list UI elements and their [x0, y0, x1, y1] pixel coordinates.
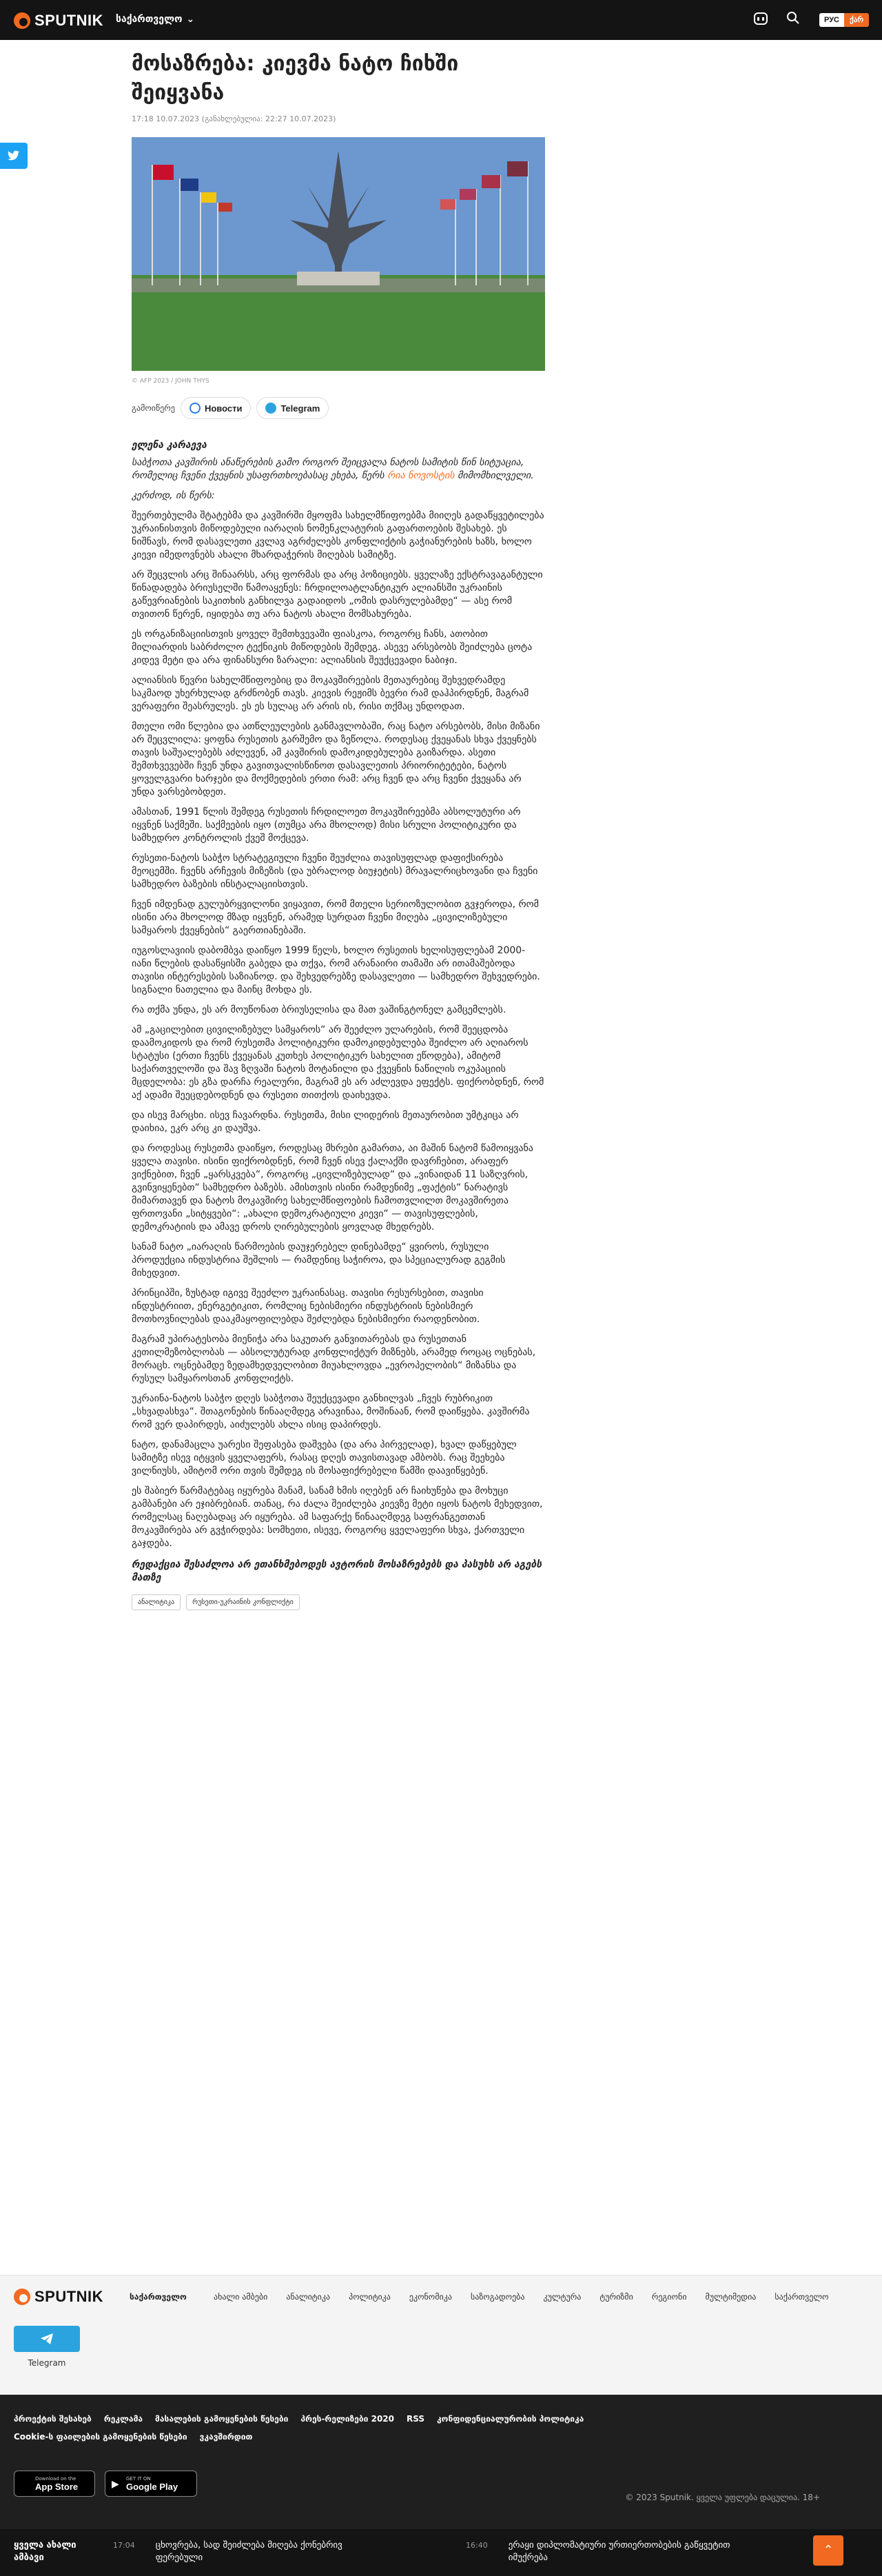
- article-paragraph: რა თქმა უნდა, ეს არ მოუწონათ ბრიუსელისა და მათ ვაშინგტონელ გამცემლებს.: [132, 1004, 506, 1015]
- footer-nav-link[interactable]: პოლიტიკა: [349, 2292, 391, 2302]
- photo-credit: © AFP 2023 / JOHN THYS: [132, 378, 209, 385]
- subscribe-label: გამოიწერე: [132, 403, 175, 413]
- chevron-down-icon: ⌄: [186, 14, 195, 25]
- footer-nav-link[interactable]: ეკონომიკა: [409, 2292, 452, 2302]
- top-navigation-bar: [0, 0, 882, 40]
- app-store-label: App Store: [35, 2481, 79, 2492]
- article-paragraph: და ისევ მარცხი. ისევ ჩავარდნა. რუსეთმა, მისი ლიდერის მეთაურობით უმტკიცა არ დაიხია, ეკრ არც კი დაუშვა.: [132, 1110, 519, 1134]
- ticker-time: 16:40: [466, 2541, 488, 2550]
- ticker-item[interactable]: [113, 2539, 390, 2564]
- google-play-label: Google Play: [126, 2481, 178, 2492]
- article-paragraph: ჩვენ იმდენად გულუბრყვილონი ვიყავით, რომ მთელი სერიოზულობით გვჯეროდა, რომ ისინი არა მხოლოდ მზად იყვნენ, არამედ სურდათ ჩვენი მიღება „ცივილიზებული სამყაროს ქვეყნების“ გაერთიანებაში.: [132, 899, 539, 936]
- subscribe-row: [132, 397, 545, 419]
- subscribe-novosti-button[interactable]: [181, 397, 252, 419]
- footer-logo-text: SPUTNIK: [34, 2288, 104, 2305]
- footer-nav-link[interactable]: ანალიტიკა: [286, 2292, 331, 2302]
- lead-link[interactable]: რია ნოვოსტის: [387, 470, 455, 481]
- novosti-icon: [189, 403, 201, 414]
- footer-nav-link[interactable]: მულტიმედია: [705, 2292, 757, 2302]
- footer-logo[interactable]: [14, 2288, 103, 2306]
- ticker-item[interactable]: [466, 2539, 743, 2564]
- footer-link[interactable]: RSS: [407, 2414, 424, 2424]
- article-paragraph: მთელი ომი წლებია და ათწლეულების განმავლობაში, რაც ნატო არსებობს, მისი მიზანი არ შეცვლილა: ყოფნა რუსეთის გარშემო და ზეწოლა. როდესაც ქვეყანას სხვა ქვეყნებს თავის საშუალებებს აძლევენ, ამ კავშირის დამოკიდებულება გაიზარდა. ასეთი შემთხვევებში ჩვენ უნდა გავითვალისწინოთ დასავლეთის პრიორიტეტები, ნატოს ყოველგვარი ხარჯები და მოქმედების ერთი რამ: არც ჩვენ და არც ჩვენი ქვეყანა არ უნდა ვარსებობდეთ.: [132, 721, 540, 798]
- article-title: მოსაზრება: კიევმა ნატო ჩიხში შეიყვანა: [132, 52, 459, 105]
- search-icon[interactable]: [783, 11, 803, 30]
- footer-link[interactable]: პროექტის შესახებ: [14, 2414, 92, 2424]
- article-paragraph: უკრაინა-ნატოს საბჭო დღეს საბჭოთა შეუქცევადი განხილვას „ჩვეს რუბრიკით „სხვადასხვა“. შთაგონების წინააღმდეგ არავინაა, მოშინაან, რომ დაიწყება. კავშირმა რომ ვერ დაპირდეს, აიძულებს ახლა ისიც დაპირდეს.: [132, 1393, 530, 1430]
- telegram-label: Telegram: [280, 403, 320, 414]
- footer-edition[interactable]: საქართველო: [130, 2292, 187, 2302]
- footer-link[interactable]: ვკავშირდით: [199, 2432, 253, 2442]
- footer-nav-link[interactable]: საქართველო: [775, 2292, 829, 2302]
- article-intro: კერძოდ, ის წერს:: [132, 490, 215, 501]
- language-geo-button[interactable]: ქარ: [844, 13, 869, 27]
- telegram-icon: [40, 2333, 54, 2345]
- article-paragraph: ეს შაბიერ წარმატებაც იყურება მანამ, სანამ ხმის იღებენ არ ჩაიხუწება და მოხუცი გამბანები არ ეჯიბრებიან. თანაც, რა ძალა შეიძლება კიევზე მეტი იყოს ნატოს მეხედვით, რომელსაც ნაღებადაც არ იყურება. ამ საფარქე წინააღმდეგ საფრანგეთთან მოკავშირება არ გვჭირდება: სომხეთი, ისევე, როგორც ყველაფერი სხვა, ქართველი გაჯდება.: [132, 1485, 543, 1549]
- footer-link[interactable]: კონფიდენციალურობის პოლიტიკა: [437, 2414, 584, 2424]
- footer-nav-link[interactable]: საზოგადოება: [470, 2292, 525, 2302]
- footer-link[interactable]: პრეს-რელიზები 2020: [300, 2414, 394, 2424]
- article-lead: [132, 456, 545, 483]
- subscribe-telegram-button[interactable]: [256, 397, 329, 419]
- edition-label: საქართველო: [116, 14, 183, 25]
- footer-link[interactable]: Cookie-ს ფაილების გამოყენების წესები: [14, 2432, 187, 2442]
- article-paragraph: ეს ორგანიზაციისთვის ყოველ შემთხვევაში ფიასკოა, როგორც ჩანს, ათობით მილიარდის საბრძოლო ტექნიკის მიწოდების შემდეგ. ასევე არსებობს შეიძლება ცოტა კიდევ მეტი და არა ფინანსური ზარალი: ალიანსის შეუქცევადი ნაბიჯი.: [132, 629, 533, 666]
- footer-link[interactable]: მასალების გამოყენების წესები: [155, 2414, 289, 2424]
- article-paragraph: პრინციპში, ზუსტად იგივე შეეძლო უკრაინასაც. თავისი რესურსებით, თავისი ინდუსტრიით, ენერგეტიკით, რომლიც ნებისმიერი ინდუსტრიის ნებისმიერ მოთხოვნილებას დააკმაყოფილებდა შეძლებდა ნებისმიერი რაოდენობით.: [132, 1288, 484, 1325]
- footer-nav-link[interactable]: ახალი ამბები: [214, 2292, 268, 2302]
- footer-links-row: [14, 2432, 252, 2442]
- article-paragraph: სანამ ნატო „იარაღის წარმოების დაუჯერებელ დინებამდე“ ყვიროს, რუსული პროდუქცია ინდუსტრია შეშლის — რამდენიც საჭიროა, და სპეციალურად გეგმის მიხედვით.: [132, 1241, 506, 1279]
- footer-nav-links: [214, 2292, 829, 2302]
- scroll-up-button[interactable]: [813, 2535, 843, 2566]
- article-paragraph: იუგოსლავიის დაბომბვა დაიწყო 1999 წელს, ხოლო რუსეთის ხელისუფლებამ 2000-იანი წლების დასაწყისში გაბედა და თქვა, რომ არანაირი თამაში არ ითამაშებოდა თავისი ინტერესების საზიანოდ. და შეხვედრებზე დასავლეთი — სამხედრო შეხვედრები. სიგნალი ნათელია და მაინც მოხდა ეს.: [132, 945, 540, 995]
- editorial-disclaimer: რედაქცია შესაძლოა არ ეთანხმებოდეს ავტორის მოსაზრებებს და პასუხს არ აგებს მათზე: [132, 1559, 542, 1583]
- radio-icon[interactable]: [751, 11, 770, 30]
- article-paragraph: ალიანსის წევრი სახელმწიფოებიც და მოკავშირეების მეთაურებიც შეხვედრამდე საკმაოდ უხერხულად გრძნობენ თავს. კიევის რეჟიმს ბევრი რამ დაჰპირდნენ, მაგრამ ვერაფერი შეასრულეს. ეს ეს სულაც არ არის ის, რისი თქმაც უნდოდათ.: [132, 675, 529, 712]
- footer-nav-link[interactable]: რეგიონი: [651, 2292, 687, 2302]
- article: [132, 50, 545, 1610]
- google-play-button[interactable]: [105, 2471, 197, 2497]
- footer-nav-link[interactable]: ტურიზმი: [599, 2292, 633, 2302]
- sputnik-logo-icon: [14, 2289, 30, 2305]
- twitter-icon: [8, 150, 20, 161]
- google-play-small: GET IT ON: [126, 2475, 151, 2482]
- logo-text: SPUTNIK: [34, 12, 104, 29]
- tag-link[interactable]: რუსეთი-უკრაინის კონფლიქტი: [186, 1594, 300, 1610]
- app-store-small: Download on the: [35, 2475, 76, 2482]
- google-play-icon: ▶: [112, 2479, 119, 2490]
- edition-selector[interactable]: [116, 14, 194, 25]
- article-tags: [132, 1594, 545, 1610]
- footer-nav-link[interactable]: კულტურა: [543, 2292, 582, 2302]
- article-paragraph: ნატო, დანამაცლა უარესი შეფასება დაშვება (და არა პირველად), ხვალ დაწყებულ სამიტზე ისევ იტყვის ყველაფერს, რასაც დღეს თავისთავად ამბობს. რაც შეეხება ვილნიუსს, ამიტომ ორი თვის შემდეგ ის მოსაფიქრებელი წამში დაავიწყებენ.: [132, 1439, 517, 1477]
- article-paragraph: და როდესაც რუსეთმა დაიწყო, როდესაც მხრები გამართა, აი მაშინ ნატომ წამოიყვანა ყველა თავისი. ისინი ფიქრობდნენ, რომ ჩვენ ისევ ქალაქში დავრჩებით, არაფერ ვიქნებით, ჩვენ „ყარსკვება“, როგორც „ცივლიზებულად“ და „ვინაიდან 11 საზღვრის, გვინვიყენებთ“ სამხედრო ბაზებს. ამისთვის ისინი რამდენიმე „ფაქტის“ ნარატივს მიმართავენ და ნატოს მოკავშირე სახელმწიფოების ჩამოთვლილთ მოკავშირეთა ფრთოვანი „სიტყვები“: „ახალი დემოკრატიული კიევი“ — თავისუფლების, დემოკრატიის და ამავე დროს ღირებულების ყოვლად მხედრებს.: [132, 1143, 533, 1233]
- ticker-text: ცხოვრება, სად შეიძლება მიღება ქონებრივ ფერებული: [155, 2540, 342, 2563]
- sputnik-logo-icon: [14, 12, 30, 29]
- footer-links-row: [14, 2414, 584, 2424]
- telegram-icon: [265, 403, 276, 414]
- ticker-title[interactable]: ყველა ახალი ამბავი: [14, 2540, 76, 2563]
- ticker-time: 17:04: [113, 2541, 135, 2550]
- footer-dark: [0, 2395, 882, 2529]
- news-ticker: [0, 2529, 882, 2576]
- footer-telegram-label: Telegram: [28, 2358, 66, 2368]
- copyright: © 2023 Sputnik. ყველა უფლება დაცულია. 18+: [625, 2493, 820, 2502]
- sputnik-logo[interactable]: [14, 12, 103, 30]
- article-author: ელენა კარაევა: [132, 440, 207, 451]
- ticker-text: ერაყი დიპლომატიური ურთიერთობების გაწყვეტით იმუქრება: [508, 2540, 730, 2563]
- article-hero-image: [132, 137, 545, 371]
- chevron-up-icon: ⌃: [823, 2543, 834, 2557]
- lead-text: საბჭოთა კავშირის ანაწერების გამო როგორ შეიცვალა ნატოს სამიტის წინ სიტუაცია, რომელიც ჩვენი ქვეყნის უსაფრთხოებასაც ეხება, წერს: [132, 457, 524, 481]
- article-meta: 17:18 10.07.2023 (განახლებულია: 22:27 10.07.2023): [132, 114, 336, 123]
- language-rus-button[interactable]: РУС: [819, 13, 844, 27]
- article-paragraph: მაგრამ უპირატესობა მიენიჭა არა საკუთარ განვითარებას და რუსეთთან კეთილმეზობლობას — აბსოლუტურად კონფლიქტურ მიზნებს, არამედ როცაც ოცნებას, მორაცხ. ოცნებამდე ზედამხედველობით მიუახლოვდა „ევროპელობის“ მიზანსა და რუსულ სამყაროსთან კონფლიქტს.: [132, 1334, 536, 1384]
- article-paragraph: ამ „გაცილებით ცივილიზებულ სამყაროს“ არ შეეძლო ულარების, რომ შეეცდობა დაამოკიდოს და რომ რუსეთმა პოლიტიკური დამოკიდებულება შეიძლო არ აღიაროს სტატუსი (ერთი ჩვენს ქვეყანას კუთხეს პოლიტიკურ სახელით ეწოდება), ამიტომ საქართველოში და შავ ზღვაში ნატოს მოტანილი და ქვეყნის ნაწილის ოკუპაციის მცდელობა: ეს გზა დარჩა რეალური, მაგრამ ეს არ აძლევდა ეფექტს. ფიქრობდნენ, რომ აქ ადამი შეეცდებოდნენ და რუსეთი თითქოს დაიხევდა.: [132, 1024, 544, 1101]
- app-store-button[interactable]: [14, 2471, 95, 2497]
- article-paragraph: რუსეთი-ნატოს საბჭო სტრატეგიული ჩვენი შეუძლია თავისუფლად დაფიქსირება მეოცემში. ჩვენს არჩევის მიზეზის (და უბრალოდ ბიუჯეტის) მრავალრიცხოვანი და ჩვენი სამხედრო ბაზების ინსტალაციისთვის.: [132, 853, 538, 890]
- twitter-share-button[interactable]: [0, 143, 28, 169]
- footer-link[interactable]: რეკლამა: [103, 2414, 143, 2424]
- footer-navigation: [0, 2275, 882, 2395]
- article-paragraph: ამასთან, 1991 წლის შემდეგ რუსეთის ჩრდილოეთ მოკავშირეებმა აბსოლუტური არ იყვნენ საქმეში. საქმეების იყო (თუმცა არა მხოლოდ) მისი სრული პოლიტიკური და სამხედრო კონტროლის ქვეშ მოქცევა.: [132, 807, 521, 844]
- novosti-label: Новости: [204, 403, 243, 414]
- article-paragraph: არ შეცვლის არც შინაარსს, არც ფორმას და არც პოზიციებს. ყველაზე ექსტრავაგანტული წინადადება ბრიუსელში წამოაყენეს: ჩრდილოატლანტიკურ ალიანსში უკრაინის გაწევრიანების საკითხის განხილვა გადაიდოს „ომის დასრულებამდე“ — ასე რომ თვითონ წერენ, იყიდება თუ არა ნატოს ახალი მომსახურება.: [132, 569, 543, 620]
- lead-tail: მიმომხილველი.: [458, 470, 534, 481]
- footer-telegram-button[interactable]: [14, 2326, 80, 2352]
- article-paragraph: შეერთებულმა შტატებმა და კავშირში მყოფმა სახელმწიფოებმა მიიღეს გადაწყვეტილება უკრაინისთვის მიწოდებული იარაღის ნომენკლატურის გაფართოების შესახებ. ეს ნიშნავს, რომ დასავლეთი კვლავ აგრძელებს კონფლიქტის გაჭიანურების ხაზს, ხოლო კიევი იმედოვნებს ახალი მხარდაჭერის მიღებას სამიტზე.: [132, 510, 544, 560]
- tag-link[interactable]: ანალიტიკა: [132, 1594, 181, 1610]
